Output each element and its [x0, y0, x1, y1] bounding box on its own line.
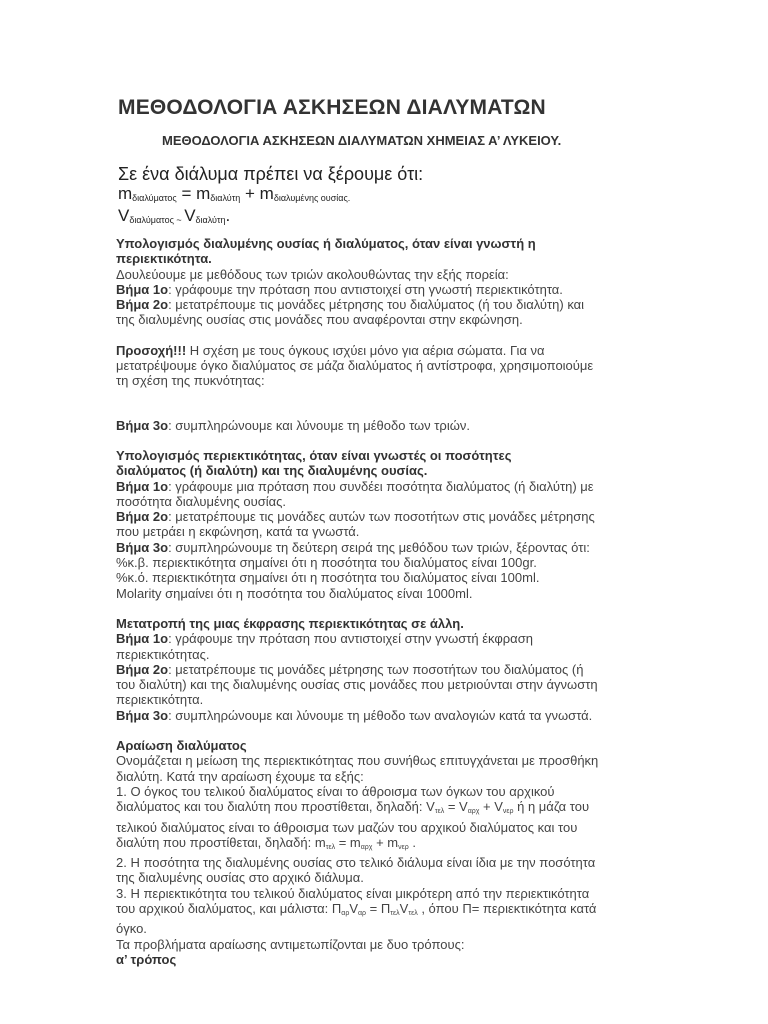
document-body: [116, 236, 656, 982]
text-run: , όπου Π= περιεκτικότητα κατά: [417, 900, 597, 916]
formula-text: + m: [240, 184, 274, 203]
subscript: αρχ: [467, 808, 480, 816]
volume-formula: [118, 207, 423, 229]
section-heading: διαλύματος (ή διαλύτη) και της διαλυμένης ουσίας.: [116, 463, 428, 479]
attention-label: Προσοχή!!!: [116, 342, 187, 358]
step-label: Βήμα 3ο: [116, 707, 169, 723]
subscript: τελ: [325, 843, 336, 851]
formula-subscript: διαλύματος: [132, 193, 177, 203]
paragraph-line: περιεκτικότητα.: [116, 692, 204, 708]
step-label: Βήμα 2ο: [116, 509, 169, 525]
section-heading: περιεκτικότητα.: [116, 251, 212, 267]
paragraph-line: τελικού διαλύματος είναι το άθροισμα των μαζών του αρχικού διαλύματος και του: [116, 819, 578, 835]
step-label: Βήμα 1ο: [116, 631, 169, 647]
step-2: [116, 297, 656, 312]
text-run: = V: [444, 799, 468, 815]
paragraph-line: της διαλυμένης ουσίας στο αρχικό διάλυμα.: [116, 870, 364, 886]
step-text: : συμπληρώνουμε τη δεύτερη σειρά της μεθόδου των τριών, ξέροντας ότι:: [168, 539, 590, 555]
text-run: V: [349, 900, 358, 916]
section-attention: [116, 343, 656, 389]
subscript: νερ: [398, 843, 409, 851]
text-run: + V: [479, 799, 503, 815]
text-run: ή η μάζα του: [513, 799, 590, 815]
formula-subscript: διαλυμένης ουσίας.: [273, 193, 351, 203]
text-run: = m: [335, 834, 361, 850]
paragraph-line: Molarity σημαίνει ότι η ποσότητα του διαλύματος είναι 1000ml.: [116, 585, 473, 601]
paragraph-line: Ονομάζεται η μείωση της περιεκτικότητας που συνήθως επιτυγχάνεται με προσθήκη: [116, 753, 599, 769]
section-step-3: [116, 418, 656, 433]
formula-text: .: [225, 206, 231, 225]
paragraph-line: Τα προβλήματα αραίωσης αντιμετωπίζονται με δυο τρόπους:: [116, 936, 465, 952]
paragraph-line: τη σχέση της πυκνότητας:: [116, 373, 265, 389]
step-text: : συμπληρώνουμε και λύνουμε τη μέθοδο των τριών.: [168, 417, 470, 433]
formula-subscript: διαλύτη: [195, 215, 226, 225]
section-heading: Υπολογισμός περιεκτικότητας, όταν είναι γνωστές οι ποσότητες: [116, 447, 512, 463]
text-run: V: [399, 900, 409, 916]
section-heading: Υπολογισμός διαλυμένης ουσίας ή διαλύματος, όταν είναι γνωστή η: [116, 236, 536, 251]
paragraph-line: ποσότητα διαλυμένης ουσίας.: [116, 493, 287, 509]
paragraph-line: [116, 901, 656, 921]
paragraph-line: Δουλεύουμε με μεθόδους των τριών ακολουθώντας την εξής πορεία:: [116, 266, 509, 282]
step-text: : μετατρέπουμε τις μονάδες μέτρησης του διαλύματος (ή του διαλύτη) και: [168, 297, 585, 313]
step-1: [116, 282, 656, 297]
mass-formula: [118, 185, 423, 207]
formula-text: = m: [176, 184, 211, 203]
subscript: αρχ: [360, 843, 373, 851]
paragraph-line: όγκο.: [116, 921, 147, 937]
subscript: τελ: [408, 909, 418, 917]
text-run: διαλύματος και του διαλύτη που προστίθεται, δηλαδή: V: [116, 799, 435, 815]
text-run: του αρχικού διαλύματος, και μάλιστα: Π: [116, 900, 342, 916]
paragraph-line: διαλύτη. Κατά την αραίωση έχουμε τα εξής:: [116, 768, 364, 784]
section-dilution: [116, 738, 656, 967]
paragraph-line: 3. Η περιεκτικότητα του τελικού διαλύματος είναι μικρότερη από την περιεκτικότητα: [116, 885, 590, 901]
intro-block: [118, 163, 423, 229]
paragraph-line: του διαλύτη) και της διαλυμένης ουσίας στις μονάδες που μετριούνται στην άγνωστη: [116, 677, 598, 693]
step-label: Βήμα 1ο: [116, 281, 169, 297]
step-label: Βήμα 2ο: [116, 661, 169, 677]
subscript: τελ: [434, 808, 445, 816]
text-run: + m: [372, 834, 399, 850]
paragraph-line: περιεκτικότητας.: [116, 646, 210, 662]
step-label: Βήμα 3ο: [116, 417, 169, 433]
step-text: : συμπληρώνουμε και λύνουμε τη μέθοδο των αναλογιών κατά τα γνωστά.: [168, 707, 593, 723]
step-label: Βήμα 3ο: [116, 539, 169, 555]
paragraph-line: που μετράει η εκφώνηση, κατά τα γνωστά.: [116, 524, 360, 540]
formula-text: V: [118, 206, 130, 225]
step-text: : μετατρέπουμε τις μονάδες αυτών των ποσοτήτων στις μονάδες μέτρησης: [168, 509, 595, 525]
subscript: αρ: [341, 909, 350, 917]
text-run: διαλύτη που προστίθεται, δηλαδή: m: [116, 834, 326, 850]
subscript: αρ: [358, 909, 367, 917]
step-text: : γράφουμε την πρόταση που αντιστοιχεί στην γνωστή έκφραση: [168, 631, 533, 647]
paragraph-line: 1. Ο όγκος του τελικού διαλύματος είναι το άθροισμα των όγκων του αρχικού: [116, 783, 555, 799]
attention-text: Η σχέση με τους όγκους ισχύει μόνο για αέρια σώματα. Για να: [186, 342, 545, 358]
step-text: : γράφουμε μια πρόταση που συνδέει ποσότητα διαλύματος (ή διαλύτη) με: [168, 478, 594, 494]
formula-text: V: [184, 206, 196, 225]
text-run: = Π: [366, 900, 391, 916]
paragraph-line: [116, 835, 656, 855]
paragraph-line: %κ.β. περιεκτικότητα σημαίνει ότι η ποσότητα του διαλύματος είναι 100gr.: [116, 555, 537, 571]
section-concentration-calculation: [116, 448, 656, 601]
step-label: Βήμα 1ο: [116, 478, 169, 494]
section-conversion: [116, 616, 656, 723]
section-solute-calculation: [116, 236, 656, 328]
step-text: : μετατρέπουμε τις μονάδες μέτρησης των ποσοτήτων του διαλύματος (ή: [168, 661, 584, 677]
text-run: .: [408, 834, 416, 850]
paragraph-line: [116, 799, 656, 819]
paragraph-line: %κ.ό. περιεκτικότητα σημαίνει ότι η ποσότητα του διαλύματος είναι 100ml.: [116, 570, 540, 586]
step-text: : γράφουμε την πρόταση που αντιστοιχεί στη γνωστή περιεκτικότητα.: [168, 281, 563, 297]
step-label: Βήμα 2ο: [116, 297, 169, 313]
paragraph-line: μετατρέψουμε όγκο διαλύματος σε μάζα διαλύματος ή αντίστροφα, χρησιμοποιούμε: [116, 358, 594, 374]
paragraph-line: της διαλυμένης ουσίας στις μονάδες που αναφέρονται στην εκφώνηση.: [116, 312, 523, 328]
subscript: νερ: [502, 808, 514, 816]
section-heading: Μετατροπή της μιας έκφρασης περιεκτικότητας σε άλλη.: [116, 615, 464, 631]
intro-heading: Σε ένα διάλυμα πρέπει να ξέρουμε ότι:: [118, 164, 424, 184]
formula-subscript: διαλύματος ~: [129, 215, 185, 225]
page-subtitle: ΜΕΘΟΔΟΛΟΓΙΑ ΑΣΚΗΣΕΩΝ ΔΙΑΛΥΜΑΤΩΝ ΧΗΜΕΙΑΣ Α’ ΛΥΚΕΙΟΥ.: [162, 133, 562, 148]
formula-text: m: [118, 184, 133, 203]
formula-subscript: διαλύτη: [210, 193, 241, 203]
subscript: τελ: [390, 909, 400, 917]
section-heading: Αραίωση διαλύματος: [116, 738, 247, 754]
paragraph-line: 2. Η ποσότητα της διαλυμένης ουσίας στο τελικό διάλυμα είναι ίδια με την ποσότητα: [116, 855, 596, 871]
page-title: ΜΕΘΟΔΟΛΟΓΙΑ ΑΣΚΗΣΕΩΝ ΔΙΑΛΥΜΑΤΩΝ: [118, 96, 546, 119]
section-subheading: α’ τρόπος: [116, 951, 177, 967]
